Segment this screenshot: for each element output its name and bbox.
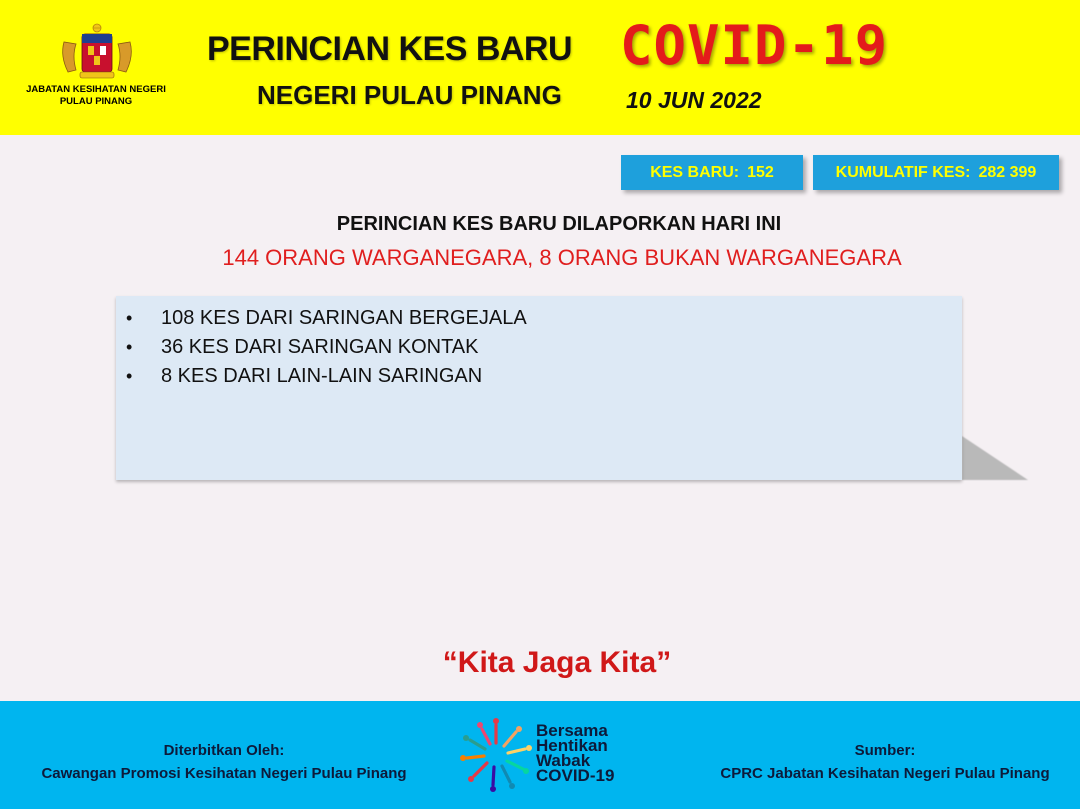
report-date: 10 JUN 2022	[626, 87, 762, 113]
new-cases-label: KES BARU:	[650, 163, 740, 181]
campaign-line: Bersama	[536, 721, 608, 740]
case-details-list	[116, 296, 962, 391]
page-title: PERINCIAN KES BARU	[207, 30, 573, 68]
list-item-text: 108 KES DARI SARINGAN BERGEJALA	[161, 307, 527, 329]
cumulative-cases-badge	[813, 155, 1059, 190]
list-item-text: 8 KES DARI LAIN-LAIN SARINGAN	[161, 365, 483, 387]
coat-of-arms-icon	[56, 22, 138, 84]
campaign-line: Hentikan	[536, 736, 608, 755]
campaign-logo	[458, 709, 638, 801]
new-cases-badge	[621, 155, 803, 190]
covid-title: COVID-19	[620, 14, 889, 77]
campaign-text	[536, 723, 614, 783]
organization-name	[10, 84, 182, 108]
cumulative-label: KUMULATIF KES:	[835, 163, 971, 181]
source-name: CPRC Jabatan Kesihatan Negeri Pulau Pinang	[720, 765, 1050, 782]
publisher-label: Diterbitkan Oleh:	[163, 742, 285, 759]
list-item-text: 36 KES DARI SARINGAN KONTAK	[161, 336, 479, 358]
list-item: • 108 KES DARI SARINGAN BERGEJALA	[126, 307, 527, 329]
org-line-2: PULAU PINANG	[59, 96, 133, 107]
box-shadow-decoration	[962, 436, 1028, 480]
list-item: • 8 KES DARI LAIN-LAIN SARINGAN	[126, 365, 483, 387]
publisher-name: Cawangan Promosi Kesihatan Negeri Pulau Pinang	[41, 765, 407, 782]
source-label: Sumber:	[854, 742, 916, 759]
campaign-line: COVID-19	[536, 766, 615, 785]
section-subtitle: 144 ORANG WARGANEGARA, 8 ORANG BUKAN WARGANEGARA	[222, 245, 902, 270]
campaign-line: Wabak	[536, 751, 591, 770]
footer-banner	[0, 701, 1080, 809]
section-title: PERINCIAN KES BARU DILAPORKAN HARI INI	[336, 213, 782, 235]
state-title: NEGERI PULAU PINANG	[257, 80, 562, 110]
slogan: “Kita Jaga Kita”	[442, 646, 672, 679]
source-block	[700, 739, 1070, 785]
cumulative-value: 282 399	[978, 163, 1037, 181]
header-banner	[0, 0, 1080, 135]
org-line-1: JABATAN KESIHATAN NEGERI	[26, 84, 166, 95]
publisher-block	[12, 739, 436, 785]
case-details-box	[116, 296, 962, 480]
new-cases-value: 152	[747, 163, 774, 181]
campaign-logo-icon	[458, 709, 534, 801]
list-item: • 36 KES DARI SARINGAN KONTAK	[126, 336, 479, 358]
